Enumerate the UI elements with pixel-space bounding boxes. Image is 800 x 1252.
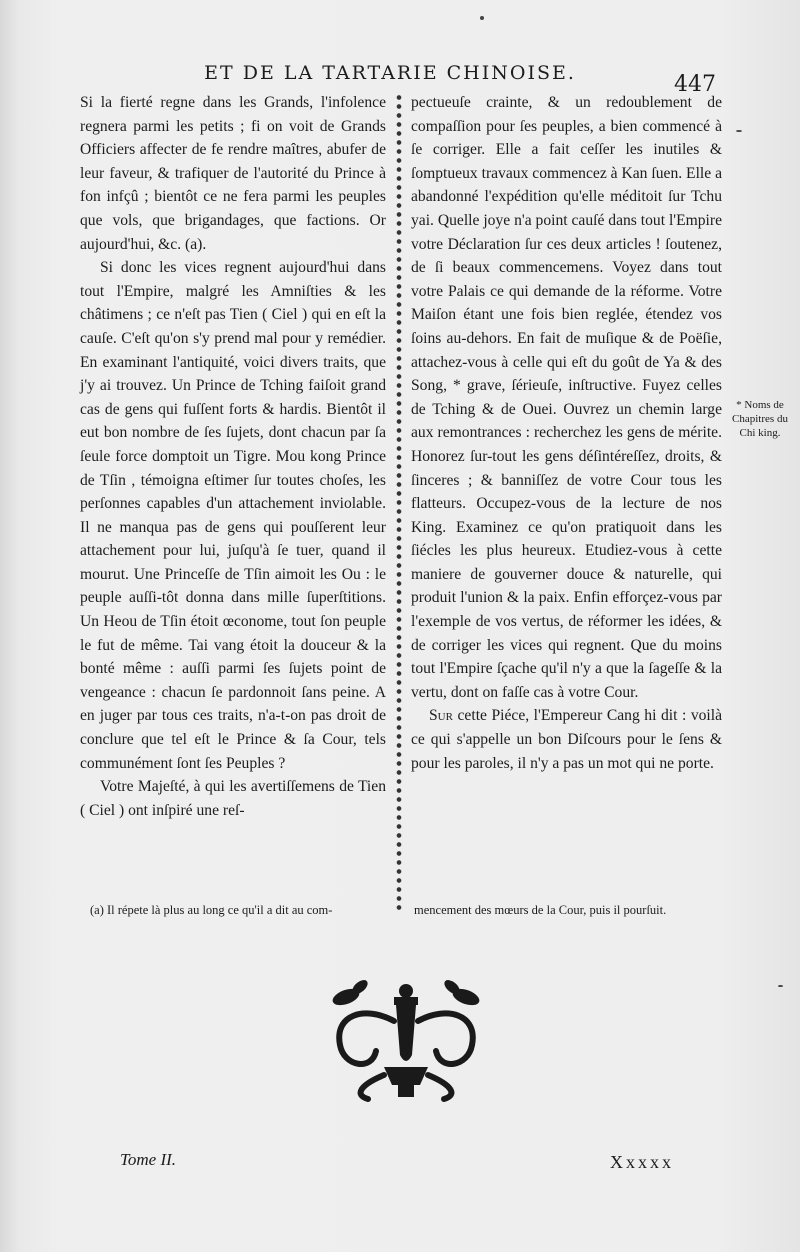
sur-word: Sur — [429, 707, 453, 725]
paragraph — [411, 704, 722, 775]
page-number: 447 — [674, 72, 716, 97]
volume-mark: Tome II. — [120, 1150, 177, 1169]
vase-ornament-icon — [324, 975, 488, 1103]
running-title: ET DE LA TARTARIE CHINOISE. — [204, 62, 576, 84]
gathering-signature: Xxxxx — [610, 1152, 674, 1172]
column-divider-ornament — [388, 93, 410, 913]
paragraph-text: cette Piéce, l'Empereur Cang hi dit : voilà ce qui s'appelle un bon Diſcours pour le ſens & pour les paroles, il n'y a pas un mot qui ne porte. — [411, 707, 722, 772]
margin-note: * Noms de Chapitres du Chi king. — [732, 399, 788, 439]
footnote-right: mencement des mœurs de la Cour, puis il pourſuit. — [414, 903, 667, 917]
paper-speck — [736, 130, 742, 132]
paper-speck — [778, 985, 783, 987]
paragraph: pectueuſe crainte, & un redoublement de compaſſion pour ſes peuples, a bien commencé à ſe corriger. Elle a fait ceſſer les inutiles & ſomptueux travaux commencez à Kan ſuen. Elle a abandonné l'expédition qu'elle méditoit ſur Tchu yai. Quelle joye n'a point cauſé dans tout l'Empire votre Déclaration ſur ces deux articles ! ſoutenez, de ſi beaux commencemens. Voyez dans tout votre Palais ce qui demande de la réforme. Votre Maiſon étant une fois bien reglée, étendez vos ſoins au-dehors. En fait de muſique & de Poëſie, attachez-vous à celle qui eſt du goût de Ya & des Song, * grave, ſérieuſe, inſtructive. Fuyez celles de Tching & de Ouei. Ouvrez un chemin large aux remontrances : recherchez les gens de mérite. Honorez ſur-tout les gens déſintéreſſez, droits, & ſinceres ; & banniſſez de votre Cour tous les flatteurs. Occupez-vous de la lecture de nos King. Examinez ce qu'on pratiquoit dans les ſiécles les plus heureux. Etudiez-vous à cette maniere de gouverner douce & naturelle, qui produit l'union & la paix. Enfin efforçez-vous par l'exemple de vos vertus, de réformer les idées, & de corriger les vices qui regnent. Que du moins tout l'Empire ſçache qu'il n'y a que la ſageſſe & la vertu, dont on faſſe cas à votre Cour. — [411, 94, 722, 701]
paragraph: Votre Majeſté, à qui les avertiſſemens de Tien ( Ciel ) ont inſpiré une reſ- — [80, 778, 386, 819]
paragraph: Si donc les vices regnent aujourd'hui dans tout l'Empire, malgré les Amniſties & les châtimens ; ce n'eſt pas Tien ( Ciel ) qui en eſt la cauſe. C'eſt qu'on s'y prend mal pour y remédier. En examinant l'antiquité, voici divers traits, que j'y ai trouvez. Un Prince de Tching faiſoit grand cas de gens qui fuſſent forts & hardis. Bientôt il eut bon nombre de ſes ſujets, dont chacun par ſa ſeule force domptoit un Tigre. Mou kong Prince de Tſin , témoigna eſtimer ſur toutes choſes, les perſonnes capables d'un attachement inviolable. Il ne manqua pas de gens qui pouſſerent leur attachement pour lui, juſqu'à ſe tuer, quand il mourut. Une Princeſſe de Tſin aimoit les Ou : le peuple auſſi-tôt donna dans mille ſuperſtitions. Un Heou de Tſin étoit œconome, tout ſon peuple le fut de même. Tai vang étoit la douceur & la bonté même : auſſi parmi ſes ſujets point de vengeance : chacun ſe pardonnoit ſans peine. A en juger par tous ces traits, n'a-t-on pas droit de conclure que tel eſt le Prince & ſa Cour, tels communément ſont ſes Peuples ? — [80, 259, 386, 772]
right-column — [411, 91, 722, 775]
footnote-left: (a) Il répete là plus au long ce qu'il a dit au com- — [90, 903, 333, 917]
paragraph: Si la fierté regne dans les Grands, l'infolence regnera parmi les petits ; fi on voit de Grands Officiers affecter de fe rendre maîtres, abufer de leur faveur, & trafiquer de l'autorité du Prince à fon infçû ; bientôt ce ne fera parmi les peuples que vols, que brigandages, que factions. Or aujourd'hui, &c. (a). — [80, 94, 386, 253]
left-column — [80, 91, 386, 822]
paper-speck — [480, 16, 484, 20]
